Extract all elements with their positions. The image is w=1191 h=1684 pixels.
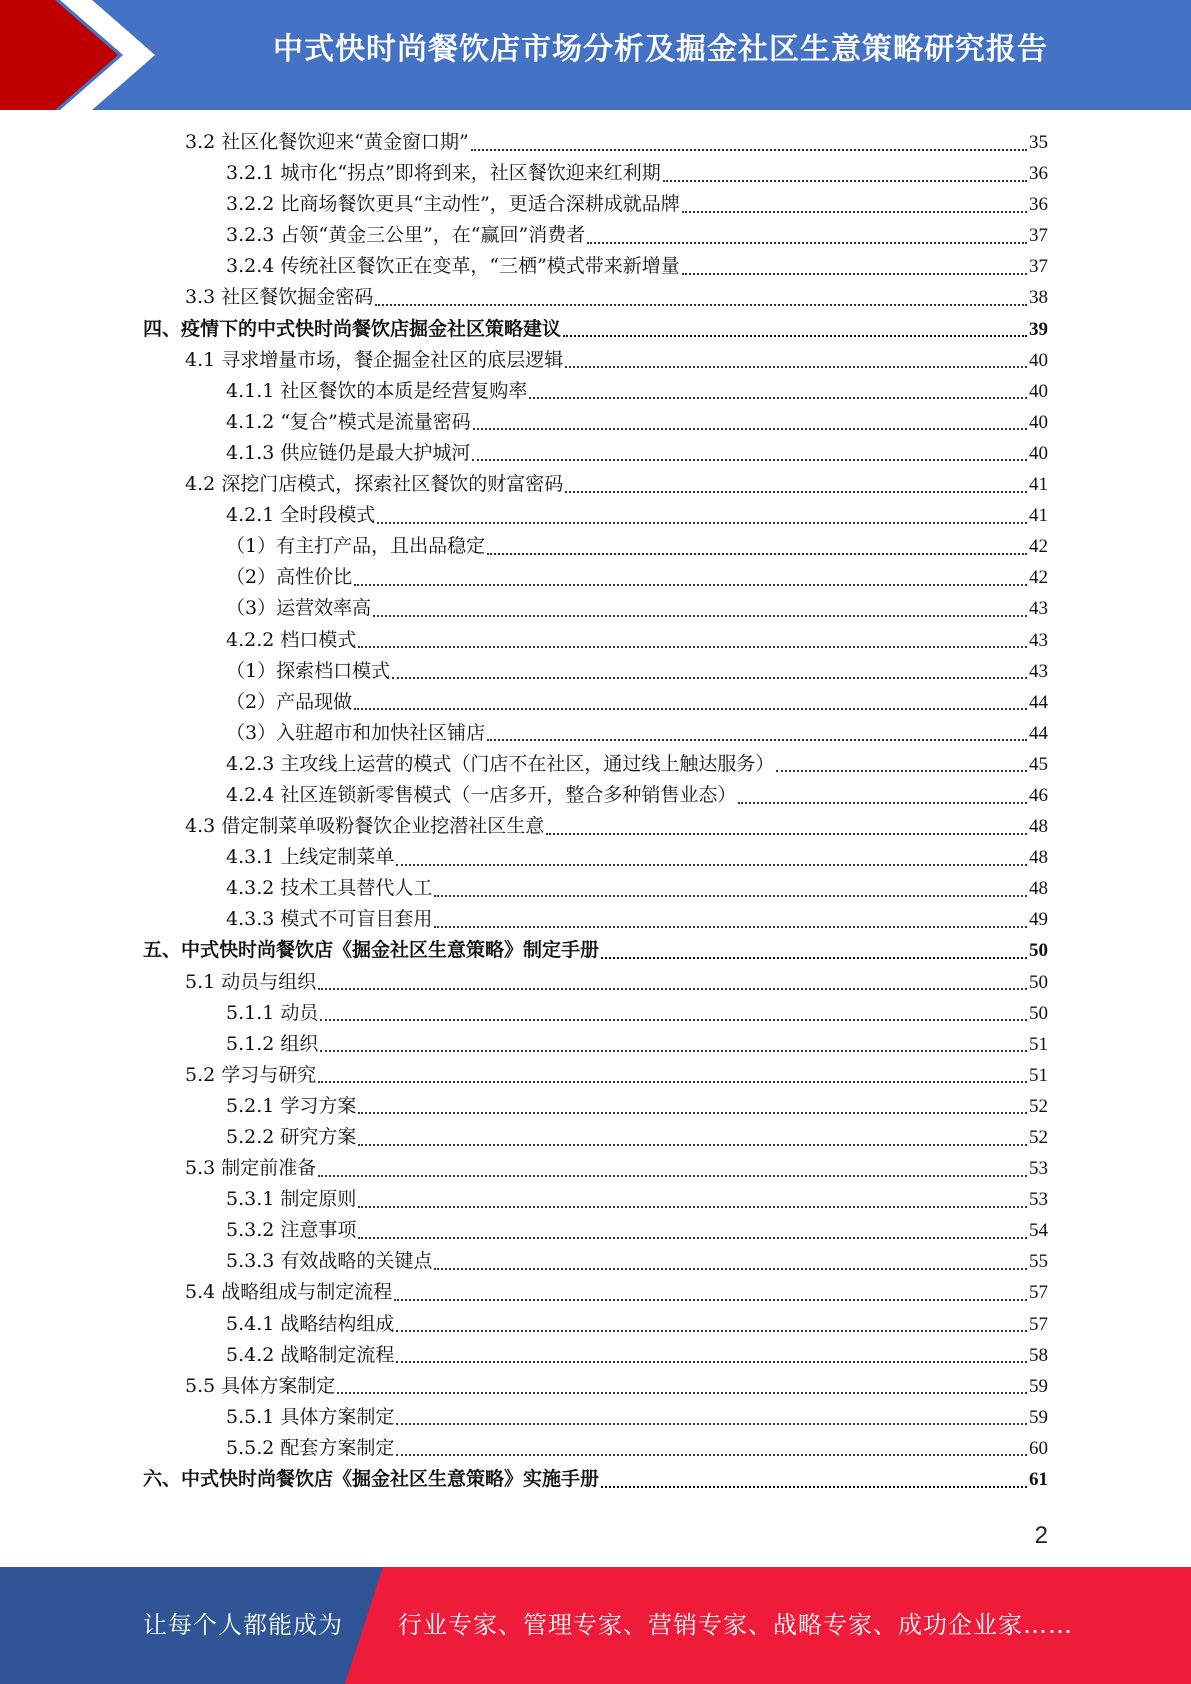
toc-entry-page: 40 (1029, 411, 1048, 433)
toc-entry[interactable] (143, 842, 1048, 873)
toc-dot-leader (434, 926, 1027, 928)
toc-dot-leader (354, 584, 1027, 586)
toc-entry-label: 4.2.2 档口模式 (226, 628, 357, 651)
toc-entry[interactable] (143, 1153, 1048, 1184)
toc-entry-page: 52 (1029, 1095, 1048, 1117)
toc-entry[interactable] (143, 407, 1048, 438)
toc-entry-label: 3.2.2 比商场餐饮更具“主动性”，更适合深耕成就品牌 (226, 193, 680, 216)
toc-dot-leader (392, 677, 1027, 679)
toc-dot-leader (354, 708, 1027, 710)
toc-entry-label: 4.2.3 主攻线上运营的模式（门店不在社区，通过线上触达服务） (226, 752, 775, 775)
toc-entry[interactable] (143, 811, 1048, 842)
toc-entry-label: 5.3.2 注意事项 (226, 1219, 357, 1242)
toc-entry-label: 六、中式快时尚餐饮店《掘金社区生意策略》实施手册 (143, 1468, 600, 1491)
toc-entry-label: 5.2.1 学习方案 (226, 1094, 357, 1117)
toc-entry-label: （2）产品现做 (226, 690, 353, 713)
toc-entry-label: 3.2 社区化餐饮迎来“黄金窗口期” (185, 131, 469, 153)
toc-entry-page: 42 (1029, 567, 1048, 589)
toc-dot-leader (682, 273, 1027, 275)
toc-entry-label: 4.3.1 上线定制菜单 (226, 846, 395, 869)
toc-dot-leader (396, 1454, 1027, 1456)
toc-entry[interactable] (143, 189, 1048, 220)
toc-dot-leader (546, 833, 1027, 835)
footer-slogan-left: 让每个人都能成为 (143, 1611, 343, 1639)
toc-dot-leader (358, 1206, 1027, 1208)
toc-entry-page: 50 (1029, 971, 1048, 993)
toc-dot-leader (318, 988, 1027, 990)
toc-entry-page: 60 (1029, 1437, 1048, 1459)
toc-entry-page: 36 (1029, 194, 1048, 216)
toc-dot-leader (396, 1330, 1027, 1332)
toc-entry-label: 4.3 借定制菜单吸粉餐饮企业挖潜社区生意 (185, 815, 545, 838)
toc-entry-label: 5.3.1 制定原则 (226, 1188, 357, 1211)
toc-entry-page: 51 (1029, 1064, 1048, 1086)
toc-entry[interactable] (143, 251, 1048, 282)
toc-dot-leader (396, 1423, 1027, 1425)
toc-dot-leader (529, 397, 1027, 399)
toc-dot-leader (472, 459, 1027, 461)
toc-entry[interactable] (143, 1091, 1048, 1122)
toc-entry-page: 42 (1029, 536, 1048, 558)
toc-entry-page: 43 (1029, 660, 1048, 682)
toc-entry-page: 36 (1029, 163, 1048, 185)
toc-entry[interactable] (143, 904, 1048, 935)
toc-entry-label: 5.4 战略组成与制定流程 (185, 1281, 393, 1304)
toc-dot-leader (601, 957, 1027, 959)
toc-entry-label: 4.1.2 “复合”模式是流量密码 (226, 410, 471, 433)
toc-entry-page: 58 (1029, 1344, 1048, 1366)
toc-dot-leader (318, 1081, 1027, 1083)
toc-dot-leader (601, 1486, 1027, 1488)
toc-entry-label: 3.3 社区餐饮掘金密码 (185, 286, 374, 309)
toc-entry[interactable] (143, 314, 1048, 345)
toc-entry-page: 43 (1029, 598, 1048, 620)
toc-entry-page: 48 (1029, 878, 1048, 900)
toc-entry-label: 5.2.2 研究方案 (226, 1126, 357, 1148)
toc-entry[interactable] (143, 1184, 1048, 1215)
toc-dot-leader (738, 802, 1027, 804)
toc-entry[interactable] (143, 967, 1048, 998)
toc-dot-leader (563, 335, 1027, 337)
toc-entry-page: 53 (1029, 1158, 1048, 1180)
toc-entry-page: 48 (1029, 816, 1048, 838)
toc-dot-leader (776, 770, 1027, 772)
toc-dot-leader (377, 522, 1027, 524)
toc-dot-leader (396, 1361, 1027, 1363)
toc-entry[interactable] (143, 220, 1048, 251)
toc-entry-page: 51 (1029, 1033, 1048, 1055)
toc-dot-leader (663, 180, 1027, 182)
toc-dot-leader (396, 864, 1027, 866)
toc-entry-label: 4.2.1 全时段模式 (226, 504, 376, 527)
toc-dot-leader (373, 615, 1027, 617)
toc-dot-leader (358, 646, 1027, 648)
toc-entry-page: 43 (1029, 629, 1048, 651)
toc-entry[interactable] (143, 1340, 1048, 1371)
toc-entry-page: 54 (1029, 1220, 1048, 1242)
toc-dot-leader (358, 1112, 1027, 1114)
toc-entry[interactable] (143, 500, 1048, 531)
toc-dot-leader (375, 304, 1027, 306)
toc-entry[interactable] (143, 1060, 1048, 1091)
toc-entry-page: 40 (1029, 442, 1048, 464)
toc-dot-leader (565, 491, 1027, 493)
toc-entry-page: 44 (1029, 691, 1048, 713)
toc-entry[interactable] (143, 593, 1048, 624)
toc-entry[interactable] (143, 935, 1048, 966)
toc-entry[interactable] (143, 1433, 1048, 1464)
toc-entry-label: （1）探索档口模式 (226, 659, 391, 682)
toc-entry[interactable] (143, 376, 1048, 407)
toc-entry[interactable] (143, 718, 1048, 749)
toc-entry-page: 55 (1029, 1251, 1048, 1273)
toc-entry[interactable] (143, 469, 1048, 500)
toc-entry[interactable] (143, 1464, 1048, 1495)
toc-entry[interactable] (143, 998, 1048, 1029)
toc-entry[interactable] (143, 1309, 1048, 1340)
page-number: 2 (1034, 1522, 1048, 1549)
footer-band (0, 1567, 1191, 1684)
toc-entry-label: 5.1.1 动员 (226, 1001, 319, 1024)
toc-entry[interactable] (143, 1277, 1048, 1308)
toc-entry-label: 5.1.2 组织 (226, 1032, 319, 1055)
toc-entry-label: 5.3 制定前准备 (185, 1157, 317, 1180)
toc-entry-page: 48 (1029, 847, 1048, 869)
toc-entry-label: 4.2.4 社区连锁新零售模式（一店多开，整合多种销售业态） (226, 783, 737, 806)
toc-entry-label: 4.3.3 模式不可盲目套用 (226, 908, 433, 931)
toc-entry[interactable] (143, 562, 1048, 593)
toc-entry-page: 49 (1029, 909, 1048, 931)
toc-entry-page: 40 (1029, 349, 1048, 371)
toc-dot-leader (337, 1392, 1027, 1394)
toc-entry-label: （2）高性价比 (226, 566, 353, 589)
toc-entry-label: 3.2.1 城市化“拐点”即将到来，社区餐饮迎来红利期 (226, 162, 661, 185)
toc-dot-leader (434, 895, 1027, 897)
toc-entry-page: 52 (1029, 1127, 1048, 1148)
toc-dot-leader (358, 1144, 1027, 1146)
toc-entry-label: 3.2.4 传统社区餐饮正在变革，“三栖”模式带来新增量 (226, 255, 680, 278)
header-band (0, 0, 1191, 110)
report-title: 中式快时尚餐饮店市场分析及掘金社区生意策略研究报告 (273, 32, 1048, 67)
toc-entry[interactable] (143, 1029, 1048, 1060)
toc-dot-leader (394, 1299, 1027, 1301)
toc-entry-page: 37 (1029, 256, 1048, 278)
toc-entry-label: （3）运营效率高 (226, 597, 372, 620)
toc-dot-leader (318, 1175, 1027, 1177)
toc-entry-label: 5.5.1 具体方案制定 (226, 1405, 395, 1428)
toc-entry-label: （1）有主打产品，且出品稳定 (226, 535, 486, 558)
toc-entry-label: 5.4.1 战略结构组成 (226, 1312, 395, 1335)
toc-entry-label: 4.1.1 社区餐饮的本质是经营复购率 (226, 379, 528, 402)
toc-dot-leader (473, 428, 1027, 430)
footer-slogan-right: 行业专家、管理专家、营销专家、战略专家、成功企业家…… (398, 1611, 1073, 1639)
toc-entry[interactable] (143, 749, 1048, 780)
toc-entry-page: 50 (1029, 1002, 1048, 1024)
toc-entry-page: 59 (1029, 1406, 1048, 1428)
toc-entry[interactable] (143, 873, 1048, 904)
toc-entry[interactable] (143, 158, 1048, 189)
toc-entry[interactable] (143, 1402, 1048, 1433)
toc-entry-page: 57 (1029, 1282, 1048, 1304)
toc-entry[interactable] (143, 345, 1048, 376)
toc-entry-label: 4.1.3 供应链仍是最大护城河 (226, 441, 471, 464)
toc-dot-leader (320, 1019, 1027, 1021)
toc-entry[interactable] (143, 282, 1048, 313)
toc-entry[interactable] (143, 656, 1048, 687)
toc-dot-leader (565, 366, 1027, 368)
toc-dot-leader (487, 553, 1027, 555)
toc-entry-label: 五、中式快时尚餐饮店《掘金社区生意策略》制定手册 (143, 939, 600, 962)
toc-dot-leader (434, 1268, 1027, 1270)
toc-entry-page: 38 (1029, 287, 1048, 309)
toc-entry-page: 53 (1029, 1189, 1048, 1211)
toc-entry-label: 5.5.2 配套方案制定 (226, 1436, 395, 1459)
header-chevron-icon (0, 0, 160, 110)
toc-entry-label: 4.2 深挖门店模式，探索社区餐饮的财富密码 (185, 473, 564, 496)
toc-entry-page: 41 (1029, 474, 1048, 496)
toc-entry-label: 4.3.2 技术工具替代人工 (226, 877, 433, 900)
toc-entry-page: 44 (1029, 722, 1048, 744)
toc-entry[interactable] (143, 780, 1048, 811)
toc-entry-label: 5.3.3 有效战略的关键点 (226, 1250, 433, 1273)
toc-entry[interactable] (143, 1122, 1048, 1153)
toc-entry-page: 40 (1029, 380, 1048, 402)
toc-entry-page: 39 (1029, 318, 1048, 340)
toc-entry[interactable] (143, 1371, 1048, 1402)
toc-entry-label: 5.1 动员与组织 (185, 970, 317, 993)
toc-entry-label: 4.1 寻求增量市场，餐企掘金社区的底层逻辑 (185, 348, 564, 371)
table-of-contents (143, 127, 1048, 1495)
toc-entry-label: 3.2.3 占领“黄金三公里”，在“赢回”消费者 (226, 224, 586, 247)
toc-entry-page: 37 (1029, 225, 1048, 247)
toc-entry-page: 57 (1029, 1313, 1048, 1335)
toc-entry[interactable] (143, 438, 1048, 469)
toc-entry-page: 61 (1029, 1469, 1048, 1491)
toc-dot-leader (320, 1050, 1027, 1052)
toc-entry-page: 59 (1029, 1375, 1048, 1397)
toc-entry-label: （3）入驻超市和加快社区铺店 (226, 721, 486, 744)
toc-entry-page: 41 (1029, 505, 1048, 527)
toc-entry[interactable] (143, 1215, 1048, 1246)
toc-entry-label: 5.5 具体方案制定 (185, 1374, 336, 1397)
toc-entry-label: 5.2 学习与研究 (185, 1063, 317, 1086)
toc-dot-leader (471, 149, 1027, 151)
toc-dot-leader (587, 242, 1027, 244)
toc-entry-page: 35 (1029, 132, 1048, 153)
toc-entry[interactable] (143, 531, 1048, 562)
toc-entry-page: 46 (1029, 784, 1048, 806)
toc-entry[interactable] (143, 625, 1048, 656)
toc-dot-leader (682, 211, 1027, 213)
toc-entry-page: 45 (1029, 753, 1048, 775)
toc-entry[interactable] (143, 1246, 1048, 1277)
toc-entry-label: 5.4.2 战略制定流程 (226, 1343, 395, 1366)
toc-entry[interactable] (143, 127, 1048, 158)
toc-dot-leader (358, 1237, 1027, 1239)
toc-entry-label: 四、疫情下的中式快时尚餐饮店掘金社区策略建议 (143, 317, 562, 340)
toc-entry-page: 50 (1029, 940, 1048, 962)
toc-entry[interactable] (143, 687, 1048, 718)
toc-dot-leader (487, 739, 1027, 741)
